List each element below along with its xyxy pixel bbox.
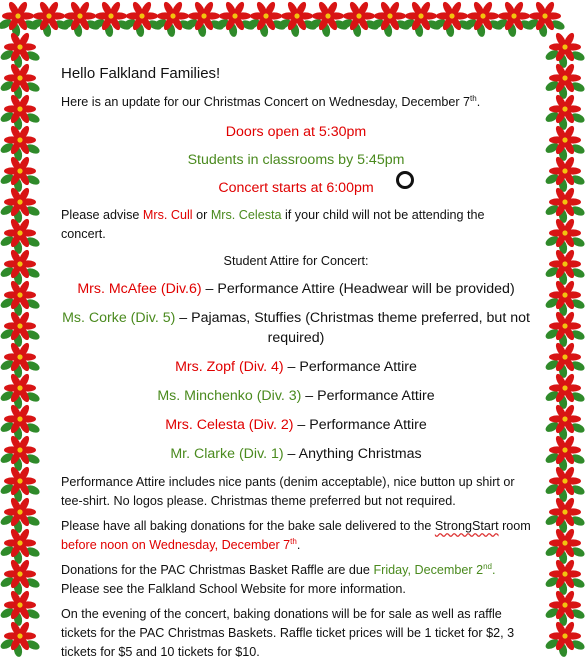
poinsettia-icon	[152, 0, 194, 37]
poinsettia-icon	[0, 31, 41, 68]
raffle-line: Donations for the PAC Christmas Basket Raffle are due Friday, December 2nd. Please see the Falkland School Website for more information.	[61, 561, 496, 596]
advise-line: Please advise Mrs. Cull or Mrs. Celesta if your child will not be attending the concert.	[61, 208, 485, 241]
poinsettia-icon	[0, 248, 41, 285]
poinsettia-icon	[0, 434, 41, 471]
poinsettia-icon	[0, 0, 39, 37]
poinsettia-icon	[0, 620, 41, 657]
poinsettia-icon	[544, 279, 585, 316]
poinsettia-icon	[59, 0, 101, 37]
poinsettia-icon	[544, 248, 585, 285]
poinsettia-icon	[524, 0, 566, 37]
attire-item: Mrs. Celesta (Div. 2) – Performance Attire	[165, 417, 427, 433]
poinsettia-icon	[0, 558, 41, 595]
intro-line: Here is an update for our Christmas Concert on Wednesday, December 7th.	[61, 93, 481, 109]
poinsettia-icon	[544, 310, 585, 347]
poinsettia-icon	[0, 279, 41, 316]
poinsettia-icon	[544, 31, 585, 68]
poinsettia-icon	[338, 0, 380, 37]
poinsettia-icon	[307, 0, 349, 37]
poinsettia-icon	[214, 0, 256, 37]
poinsettia-icon	[28, 0, 70, 37]
attire-item: Ms. Corke (Div. 5) – Pajamas, Stuffies (Christmas theme preferred, but not required)	[62, 310, 530, 346]
baking-line: Please have all baking donations for the bake sale delivered to the StrongStart room before noon on Wednesday, December 7th.	[61, 519, 531, 552]
poinsettia-icon	[544, 589, 585, 626]
poinsettia-icon	[544, 341, 585, 378]
poinsettia-icon	[493, 0, 535, 37]
poinsettia-icon	[462, 0, 504, 37]
attire-heading: Student Attire for Concert:	[223, 254, 369, 268]
letter-body	[61, 60, 531, 668]
poinsettia-icon	[276, 0, 318, 37]
poinsettia-icon	[0, 217, 41, 254]
poinsettia-icon	[544, 93, 585, 130]
evening-line: On the evening of the concert, baking donations will be for sale as well as raffle tickets for the PAC Christmas Baskets. Raffle ticket prices will be 1 ticket for $2, 3 tickets for $5 and 10 tickets for $10.	[61, 607, 515, 659]
poinsettia-icon	[90, 0, 132, 37]
poinsettia-icon	[0, 93, 41, 130]
poinsettia-icon	[544, 372, 585, 409]
greeting: Hello Falkland Families!	[61, 65, 221, 82]
poinsettia-icon	[0, 124, 41, 161]
poinsettia-icon	[245, 0, 287, 37]
poinsettia-icon	[544, 403, 585, 440]
poinsettia-icon	[544, 124, 585, 161]
poinsettia-icon	[0, 403, 41, 440]
poinsettia-icon	[431, 0, 473, 37]
attire-item: Mr. Clarke (Div. 1) – Anything Christmas	[170, 446, 422, 462]
doors-open: Doors open at 5:30pm	[225, 124, 367, 140]
poinsettia-icon	[0, 155, 41, 192]
poinsettia-icon	[369, 0, 411, 37]
poinsettia-icon	[544, 217, 585, 254]
poinsettia-icon	[544, 186, 585, 223]
poinsettia-icon	[400, 0, 442, 37]
poinsettia-icon	[544, 155, 585, 192]
poinsettia-icon	[0, 527, 41, 564]
poinsettia-icon	[544, 496, 585, 533]
poinsettia-icon	[0, 496, 41, 533]
concert-start: Concert starts at 6:00pm	[218, 180, 374, 196]
poinsettia-icon	[0, 341, 41, 378]
poinsettia-icon	[544, 62, 585, 99]
poinsettia-icon	[0, 372, 41, 409]
poinsettia-icon	[544, 465, 585, 502]
poinsettia-icon	[0, 465, 41, 502]
poinsettia-icon	[544, 434, 585, 471]
attire-item: Mrs. Zopf (Div. 4) – Performance Attire	[175, 359, 417, 375]
poinsettia-icon	[544, 620, 585, 657]
poinsettia-icon	[544, 527, 585, 564]
poinsettia-icon	[121, 0, 163, 37]
students-time: Students in classrooms by 5:45pm	[187, 152, 405, 168]
poinsettia-icon	[544, 558, 585, 595]
performance-note: Performance Attire includes nice pants (denim acceptable), nice button up shirt or tee-shirt. No logos please. Christmas theme preferred but not required.	[61, 475, 515, 508]
attire-item: Mrs. McAfee (Div.6) – Performance Attire (Headwear will be provided)	[77, 281, 515, 297]
poinsettia-icon	[0, 310, 41, 347]
poinsettia-icon	[183, 0, 225, 37]
poinsettia-icon	[0, 589, 41, 626]
cursor-ring-icon	[396, 171, 414, 189]
attire-item: Ms. Minchenko (Div. 3) – Performance Attire	[157, 388, 435, 404]
poinsettia-icon	[0, 62, 41, 99]
poinsettia-icon	[0, 186, 41, 223]
